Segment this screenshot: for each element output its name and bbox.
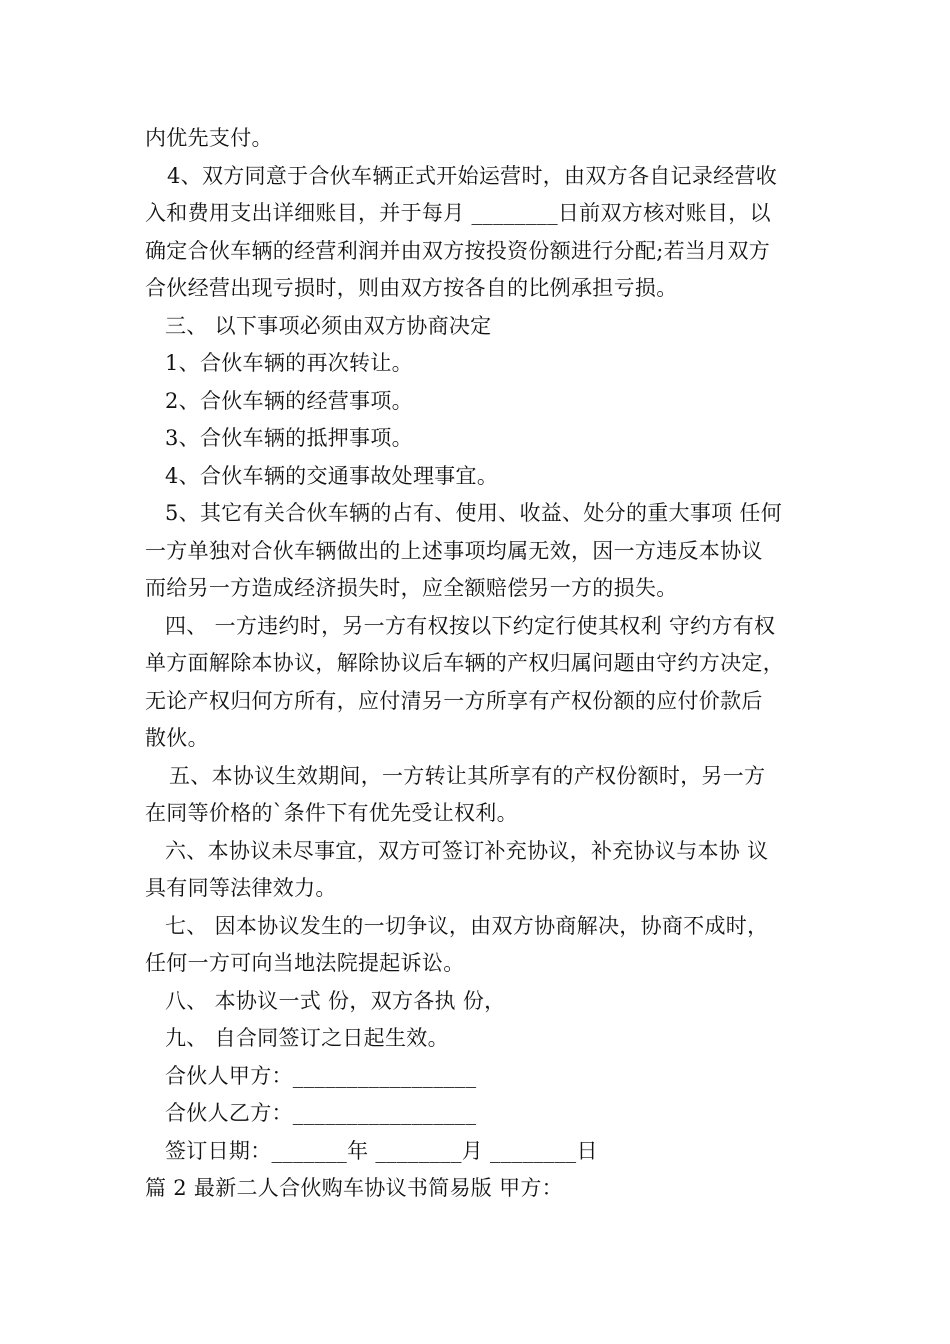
text-line: 合伙经营出现亏损时，则由双方按各自的比例承担亏损。 <box>145 276 678 300</box>
list-item: 1、合伙车辆的再次转让。 <box>165 351 413 375</box>
section-heading: 六、本协议未尽事宜，双方可签订补充协议，补充协议与本协 议 <box>165 839 769 863</box>
list-item: 3、合伙车辆的抵押事项。 <box>165 426 413 450</box>
text-line: 而给另一方造成经济损失时，应全额赔偿另一方的损失。 <box>145 576 678 600</box>
text-line: 确定合伙车辆的经营利润并由双方按投资份额进行分配;若当月双方 <box>145 239 771 263</box>
text-line: 在同等价格的`条件下有优先受让权利。 <box>145 801 518 825</box>
list-item: 4、合伙车辆的交通事故处理事宜。 <box>165 464 499 488</box>
signature-field-party-a: 合伙人甲方：_________________ <box>165 1064 477 1088</box>
next-article-title: 篇 2 最新二人合伙购车协议书简易版 甲方： <box>145 1176 563 1200</box>
text-line: 无论产权归何方所有，应付清另一方所享有产权份额的应付价款后 <box>145 689 763 713</box>
section-heading: 九、 自合同签订之日起生效。 <box>165 1026 449 1050</box>
sign-date-field: 签订日期：_______年 ________月 ________日 <box>165 1139 598 1163</box>
list-item: 5、其它有关合伙车辆的占有、使用、收益、处分的重大事项 任何 <box>165 501 783 525</box>
list-item: 2、合伙车辆的经营事项。 <box>165 389 413 413</box>
section-heading: 八、 本协议一式 份，双方各执 份， <box>165 989 506 1013</box>
section-heading: 五、本协议生效期间，一方转让其所享有的产权份额时，另一方 <box>169 764 766 788</box>
section-heading: 三、 以下事项必须由双方协商决定 <box>165 314 492 338</box>
signature-field-party-b: 合伙人乙方：_________________ <box>165 1101 477 1125</box>
section-heading: 四、 一方违约时，另一方有权按以下约定行使其权利 守约方有权 <box>165 614 776 638</box>
text-line: 一方单独对合伙车辆做出的上述事项均属无效，因一方违反本协议 <box>145 539 763 563</box>
section-heading: 七、 因本协议发生的一切争议，由双方协商解决，协商不成时， <box>165 914 769 938</box>
text-line: 具有同等法律效力。 <box>145 876 337 900</box>
text-line: 入和费用支出详细账目，并于每月 ________日前双方核对账目，以 <box>145 201 771 225</box>
text-line: 散伙。 <box>145 726 209 750</box>
text-line: 内优先支付。 <box>145 126 273 150</box>
text-line: 单方面解除本协议，解除协议后车辆的产权归属问题由守约方决定， <box>145 651 784 675</box>
text-line: 4、双方同意于合伙车辆正式开始运营时，由双方各自记录经营收 <box>167 164 778 188</box>
text-line: 任何一方可向当地法院提起诉讼。 <box>145 951 465 975</box>
